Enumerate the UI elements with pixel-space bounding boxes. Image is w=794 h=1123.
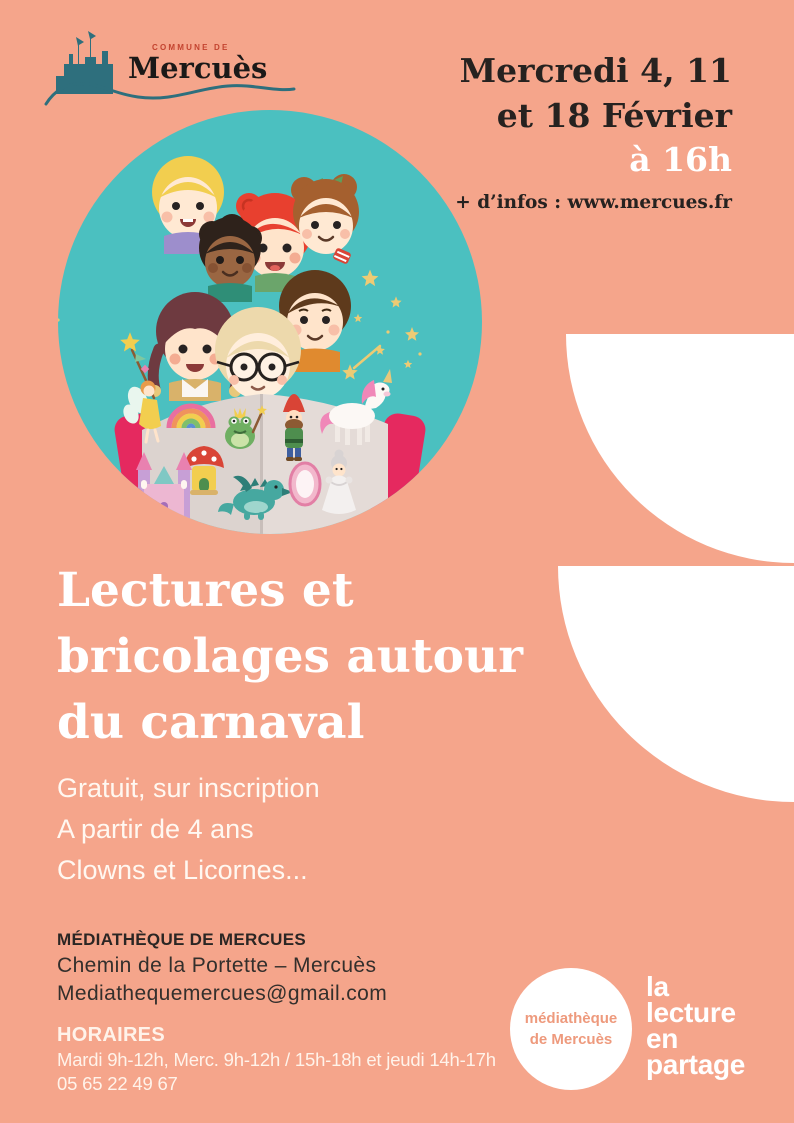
detail-theme: Clowns et Licornes... (57, 855, 308, 885)
detail-age: A partir de 4 ans (57, 814, 254, 844)
contact-block (57, 928, 387, 1008)
rainbow (169, 406, 213, 428)
commune-mercues-logo (0, 0, 330, 120)
children-illustration-svg (58, 110, 482, 534)
detail-free-registration: Gratuit, sur inscription (57, 773, 320, 803)
hours-schedule: Mardi 9h-12h, Merc. 9h-12h / 15h-18h et jeudi 14h-17h (57, 1049, 496, 1070)
mediatheque-badge (510, 968, 632, 1090)
lecture-logo-line-1: la (646, 971, 669, 1002)
badge-line-1: médiathèque (524, 1010, 618, 1027)
title-line-3: du carnaval (57, 695, 365, 750)
lecture-logo-line-4: partage (646, 1049, 746, 1080)
page-title (57, 558, 523, 756)
commune-label: COMMUNE DE (152, 43, 230, 52)
event-date-block (455, 48, 732, 216)
mediatheque-address: Chemin de la Portette – Mercuès (57, 954, 377, 977)
quarter-circle-shape-top (566, 334, 794, 563)
event-details (57, 768, 320, 891)
hours-block (57, 1022, 496, 1096)
hours-label: HORAIRES (57, 1024, 165, 1046)
hours-phone: 05 65 22 49 67 (57, 1073, 178, 1094)
event-time: à 16h (629, 140, 732, 179)
title-line-1: Lectures et (57, 563, 354, 618)
lecture-logo-line-3: en (646, 1023, 679, 1054)
commune-logo-text (128, 44, 267, 83)
magic-mirror (290, 463, 320, 505)
mediatheque-email: Mediathequemercues@gmail.com (57, 982, 388, 1005)
info-url: + d’infos : www.mercues.fr (455, 192, 732, 213)
children-reading-illustration (58, 110, 482, 534)
quarter-circle-shape-bottom (558, 566, 794, 802)
child-dark-haired-boy (199, 214, 262, 302)
title-line-2: bricolages autour (57, 629, 523, 684)
event-date-line2: et 18 Février (496, 96, 732, 135)
commune-name: Mercuès (128, 51, 268, 85)
lecture-en-partage-logo (646, 971, 746, 1080)
event-date-line1: Mercredi 4, 11 (459, 51, 732, 90)
mediatheque-name: MÉDIATHÈQUE DE MERCUES (57, 930, 307, 949)
lecture-logo-line-2: lecture (646, 997, 736, 1028)
badge-line-2: de Mercuès (529, 1031, 613, 1048)
